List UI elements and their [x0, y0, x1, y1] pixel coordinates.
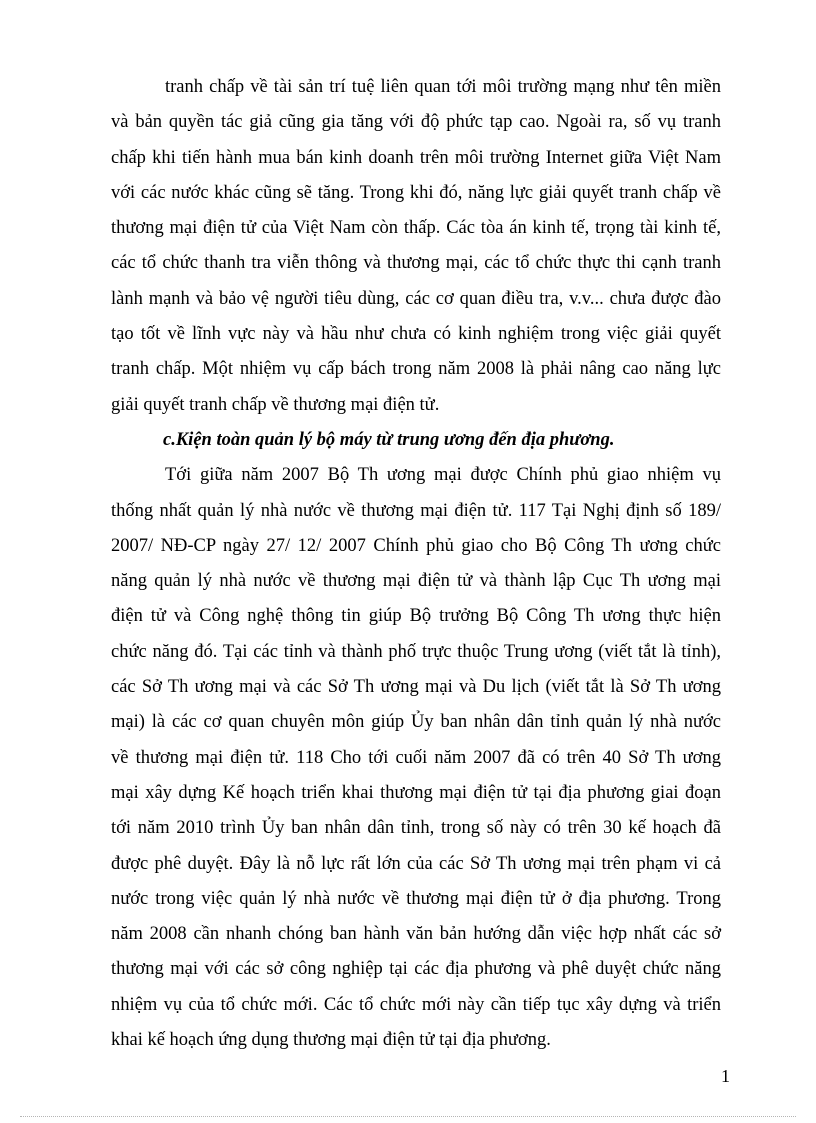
paragraph-line: Tới giữa năm 2007 Bộ Th ương mại được Chính phủ giao nhiệm vụ [165, 465, 721, 486]
paragraph-line: thương mại điện tử của Việt Nam còn thấp. Các tòa án kinh tế, trọng tài kinh tế, [111, 218, 721, 239]
paragraph-line: chức năng đó. Tại các tỉnh và thành phố trực thuộc Trung ương (viết tắt là tỉnh), [111, 641, 721, 662]
body-text [111, 70, 721, 1058]
section-heading: c.Kiện toàn quản lý bộ máy từ trung ương đến địa phương. [163, 429, 615, 450]
paragraph-line: chấp khi tiến hành mua bán kinh doanh trên môi trường Internet giữa Việt Nam [111, 147, 721, 168]
paragraph-line: mại) là các cơ quan chuyên môn giúp Ủy ban nhân dân tỉnh quản lý nhà nước [111, 712, 721, 733]
paragraph-line: tranh chấp về tài sản trí tuệ liên quan tới môi trường mạng như tên miền [165, 77, 721, 97]
paragraph-line: được phê duyệt. Đây là nỗ lực rất lớn của các Sở Th ương mại trên phạm vi cả [111, 853, 721, 874]
page-bottom-divider [20, 1116, 796, 1117]
paragraph-line: với các nước khác cũng sẽ tăng. Trong khi đó, năng lực giải quyết tranh chấp về [111, 182, 721, 203]
paragraph-line: thống nhất quản lý nhà nước về thương mại điện tử. 117 Tại Nghị định số 189/ [111, 500, 721, 521]
paragraph-line: giải quyết tranh chấp về thương mại điện tử. [111, 394, 440, 415]
paragraph-line: năng quản lý nhà nước về thương mại điện tử và thành lập Cục Th ương mại [111, 571, 721, 592]
paragraph-line: các tổ chức thanh tra viễn thông và thương mại, các tổ chức thực thi cạnh tranh [111, 253, 721, 274]
paragraph-line: về thương mại điện tử. 118 Cho tới cuối năm 2007 đã có trên 40 Sở Th ương [111, 747, 721, 768]
paragraph-line: năm 2008 cần nhanh chóng ban hành văn bản hướng dẫn việc hợp nhất các sở [111, 924, 721, 945]
paragraph-line: các Sở Th ương mại và các Sở Th ương mại và Du lịch (viết tắt là Sở Th ương [111, 677, 721, 698]
paragraph-line: mại xây dựng Kế hoạch triển khai thương mại điện tử tại địa phương giai đoạn [111, 782, 721, 803]
paragraph-line: tranh chấp. Một nhiệm vụ cấp bách trong năm 2008 là phải nâng cao năng lực [111, 359, 721, 380]
paragraph-line: nước trong việc quản lý nhà nước về thương mại điện tử ở địa phương. Trong [111, 888, 721, 909]
paragraph-line: tới năm 2010 trình Ủy ban nhân dân tỉnh, trong số này có trên 30 kế hoạch đã [111, 818, 721, 839]
paragraph-line: 2007/ NĐ-CP ngày 27/ 12/ 2007 Chính phủ giao cho Bộ Công Th ương chức [111, 535, 721, 556]
paragraph-line: và bản quyền tác giả cũng gia tăng với độ phức tạp cao. Ngoài ra, số vụ tranh [111, 112, 721, 133]
page-number: 1 [721, 1066, 730, 1086]
paragraph-line: thương mại với các sở công nghiệp tại các địa phương và phê duyệt chức năng [111, 959, 721, 980]
paragraph-line: lành mạnh và bảo vệ người tiêu dùng, các cơ quan điều tra, v.v... chưa được đào [111, 288, 721, 309]
paragraph-line: điện tử và Công nghệ thông tin giúp Bộ trưởng Bộ Công Th ương thực hiện [111, 606, 721, 627]
paragraph-line: nhiệm vụ của tổ chức mới. Các tổ chức mới này cần tiếp tục xây dựng và triển [111, 994, 721, 1015]
paragraph-line: khai kế hoạch ứng dụng thương mại điện tử tại địa phương. [111, 1030, 551, 1051]
paragraph-line: tạo tốt về lĩnh vực này và hầu như chưa có kinh nghiệm trong việc giải quyết [111, 324, 721, 345]
